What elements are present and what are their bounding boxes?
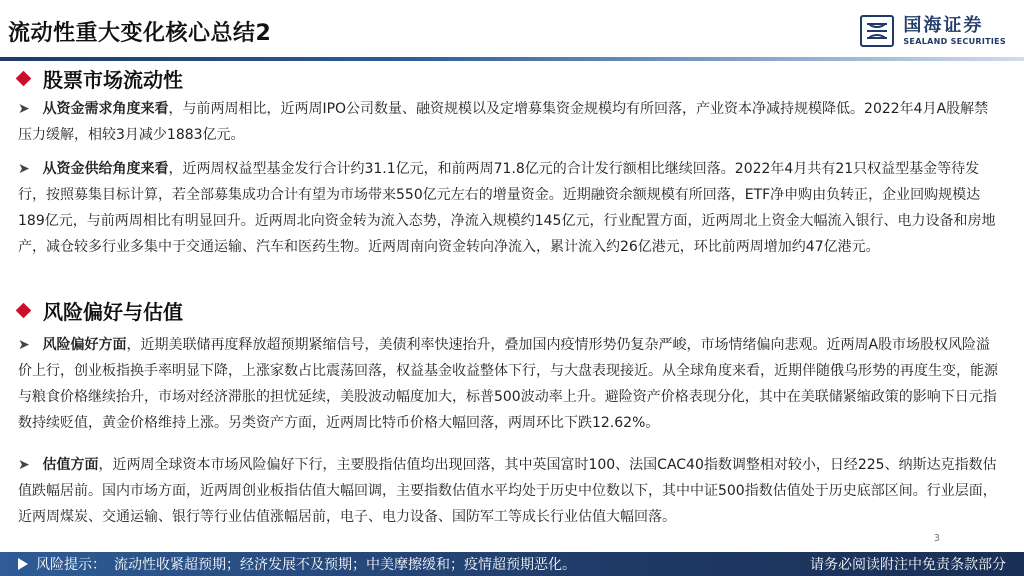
header [0, 0, 1024, 60]
risk-note [18, 554, 576, 574]
diamond-icon [16, 71, 32, 87]
section-title-text: 风险偏好与估值 [43, 300, 183, 324]
content [0, 60, 1024, 550]
risk-text: 流动性收紧超预期；经济发展不及预期；中美摩擦缓和；疫情超预期恶化。 [114, 557, 576, 573]
paragraph-lead: 从资金供给角度来看 [42, 161, 169, 177]
risk-lead: 风险提示： [36, 557, 106, 573]
section-title-risk [18, 296, 183, 325]
logo-chinese-name: 国海证券 [903, 14, 984, 36]
paragraph-supply [18, 156, 998, 260]
triangle-right-icon [18, 558, 28, 570]
paragraph-risk-appetite [18, 332, 998, 436]
arrow-right-icon: ➤ [18, 457, 30, 473]
paragraph-text: ，近两周全球资本市场风险偏好下行，主要股指估值均出现回落，其中英国富时100、法国CAC40指数调整相对较小，日经225、纳斯达克指数估值跌幅居前。国内市场方面，近两周创业板指估值大幅回调，主要指数估值水平均处于历史中位数以下，其中中证500指数估值处于历史底部区间。行业层面，近两周煤炭、交通运输、银行等行业估值涨幅居前，电子、电力设备、国防军工等成长行业估值大幅回落。 [18, 457, 997, 525]
paragraph-lead: 风险偏好方面 [42, 337, 127, 353]
arrow-right-icon: ➤ [18, 337, 30, 353]
paragraph-lead: 估值方面 [42, 457, 99, 473]
arrow-right-icon: ➤ [18, 101, 30, 117]
paragraph-text: ，近期美联储再度释放超预期紧缩信号，美债利率快速抬升，叠加国内疫情形势仍复杂严峻，市场情绪偏向悲观。近两周A股市场股权风险溢价上行，创业板指换手率明显下降，上涨家数占比震荡回落，权益基金收益整体下行，与大盘表现接近。从全球角度来看，近期伴随俄乌形势的再度生变，能源与粮食价格继续抬升，市场对经济滞胀的担忧延续，美股波动幅度加大，标普500波动率上升。避险资产价格表现分化，其中在美联储紧缩政策的影响下日元指数持续贬值，黄金价格维持上涨。另类资产方面，近两周比特币价格大幅回落，两周环比下跌12.62%。 [18, 337, 998, 431]
paragraph-text: ，与前两周相比，近两周IPO公司数量、融资规模以及定增募集资金规模均有所回落，产业资本净减持规模降低。2022年4月A股解禁压力缓解，相较3月减少1883亿元。 [18, 101, 989, 143]
logo-english-name: SEALAND SECURITIES [903, 36, 1006, 46]
arrow-right-icon: ➤ [18, 161, 30, 177]
brand-logo [859, 14, 1006, 48]
page-title: 流动性重大变化核心总结2 [8, 21, 272, 46]
paragraph-text: ，近两周权益型基金发行合计约31.1亿元，和前两周71.8亿元的合计发行额相比继续回落。2022年4月共有21只权益型基金等待发行，按照募集目标计算，若全部募集成功合计有望为市场带来550亿元左右的增量资金。近期融资余额规模有所回落，ETF净申购由负转正，企业回购规模达189亿元，与前两周相比有明显回升。近两周北向资金转为流入态势，净流入规模约145亿元，行业配置方面，近两周北上资金大幅流入银行、电力设备和房地产，减仓较多行业多集中于交通运输、汽车和医药生物。近两周南向资金转向净流入，累计流入约26亿港元，环比前两周增加约47亿港元。 [18, 161, 996, 255]
sealand-logo-icon [859, 14, 895, 48]
footer [0, 552, 1024, 576]
paragraph-lead: 从资金需求角度来看 [42, 101, 169, 117]
section-title-liquidity [18, 64, 183, 93]
section-title-text: 股票市场流动性 [43, 68, 183, 92]
paragraph-valuation [18, 452, 998, 530]
page-number: 3 [933, 533, 940, 544]
paragraph-demand [18, 96, 998, 148]
disclaimer: 请务必阅读附注中免责条款部分 [810, 557, 1006, 573]
diamond-icon [16, 303, 32, 319]
